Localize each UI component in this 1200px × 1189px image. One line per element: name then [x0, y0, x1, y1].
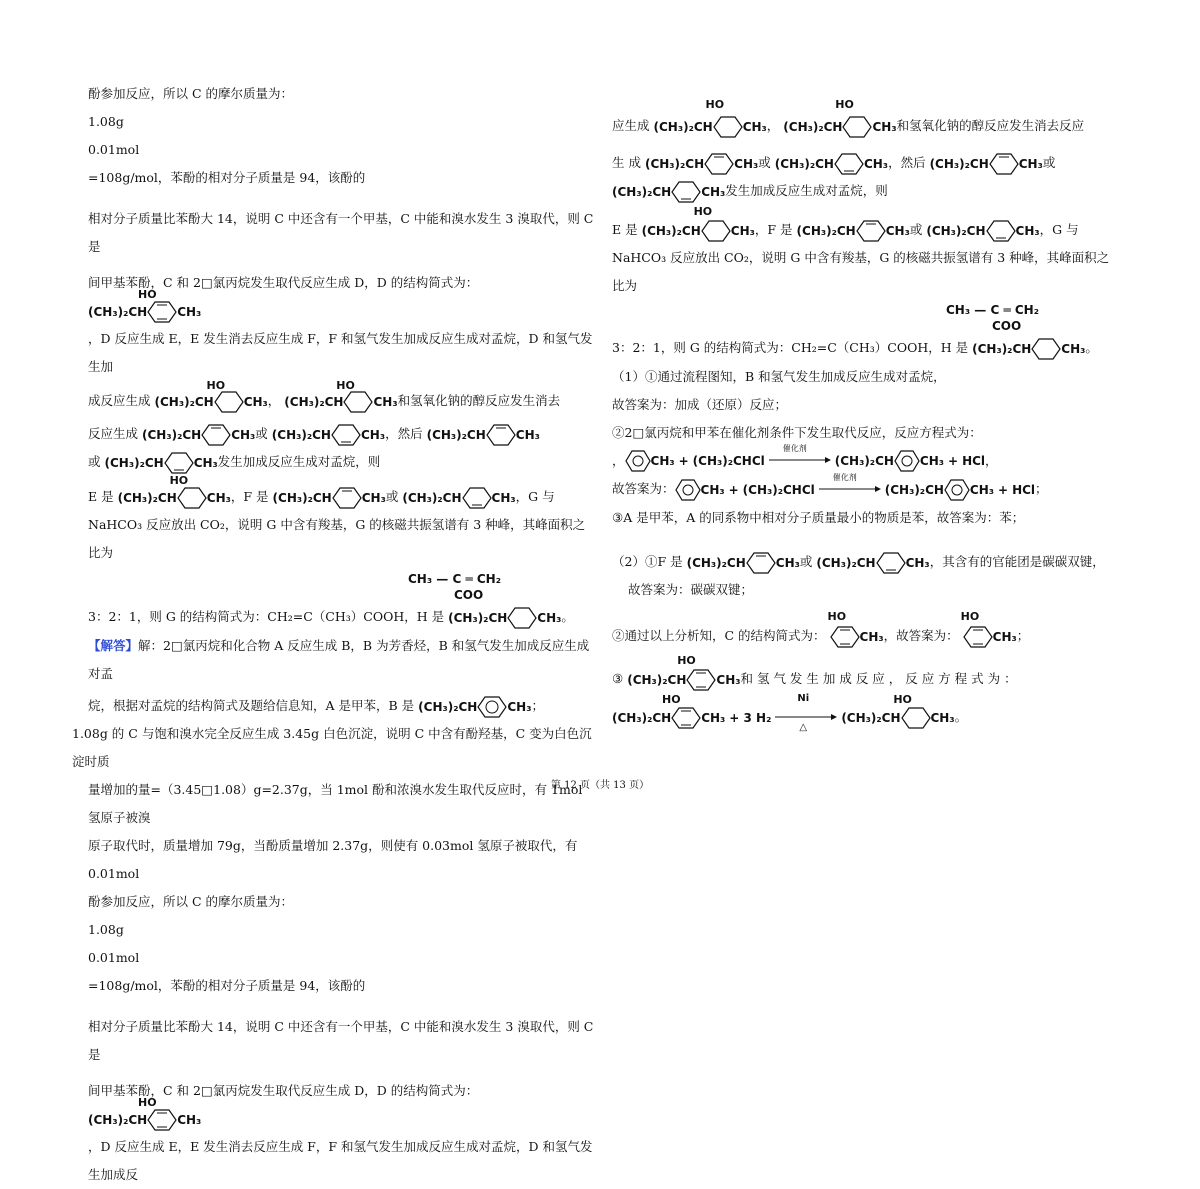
structure-alkene	[105, 449, 218, 477]
structure-c	[960, 609, 1017, 651]
formula-label: (CH₃)₂CH	[884, 482, 944, 497]
paragraph	[612, 654, 1112, 694]
formula-label: CH₃	[243, 395, 268, 409]
formula-label: (CH₃)₂CH	[816, 555, 876, 570]
formula-label: CH₃	[905, 555, 930, 570]
formula-label: CH₃	[863, 156, 889, 171]
structure-f	[816, 548, 929, 576]
paragraph: ，D 反应生成 E，E 发生消去反应生成 F，F 和氢气发生加成反应生成对孟烷，D 和氢气发生加成反	[88, 1139, 593, 1182]
formula-label: (CH₃)₂CH	[272, 490, 332, 505]
formula-label: CH₃	[650, 454, 675, 468]
formula-label: COO	[454, 588, 484, 602]
paragraph	[88, 888, 594, 916]
structure-h-ring	[972, 335, 1085, 363]
formula-label: (CH₃)₂CH	[154, 395, 214, 409]
paragraph: 故答案为：加成（还原）反应；	[612, 396, 788, 412]
structure-f	[687, 548, 800, 576]
formula-label: CH₃	[701, 711, 726, 725]
formula-label: CH₃	[700, 482, 725, 497]
text: =108g/mol，苯酚的相对分子质量是 94，该酚的	[88, 978, 366, 993]
paragraph	[88, 448, 594, 477]
answer-tag: 【解答】	[88, 637, 139, 653]
reaction-equation: 故答案为： CH₃ + (CH₃)₂CHCl 催化剂 (CH₃)₂CH CH₃ + HCl；	[612, 475, 1112, 504]
formula-label: (CH₃)₂CH	[774, 156, 834, 171]
structure-h	[946, 302, 1039, 334]
structure-alcohol	[154, 378, 268, 416]
text: E 是	[88, 488, 114, 504]
formula-label: (CH₃)₂CH	[88, 304, 148, 319]
text: 和氢氧化钠的醇反应发生消去反应	[896, 118, 1085, 133]
plus-sign: +	[998, 482, 1009, 497]
ho-label: HO	[169, 474, 189, 487]
formula-label: (CH₃)₂CH	[627, 672, 687, 687]
formula-label: CH₃	[859, 630, 884, 644]
paragraph: 相对分子质量比苯酚大 14，说明 C 中还含有一个甲基，C 中能和溴水发生 3 溴取代，则 C 是	[88, 210, 594, 254]
formula-label: CH₃	[206, 490, 231, 505]
structure-d	[88, 1096, 202, 1133]
cyclohexene-ring-icon	[986, 219, 1016, 243]
benzene-ring-icon	[675, 479, 701, 501]
right-column	[612, 97, 1112, 733]
paragraph: NaHCO₃ 反应放出 CO₂，说明 G 中含有羧基，G 的核磁共振氢谱有 3 种峰，其峰面积之比为	[612, 250, 1110, 293]
paragraph	[88, 632, 594, 688]
formula-label: CH₃	[507, 699, 532, 714]
cyclohexene-ring-icon	[462, 486, 492, 510]
formula-label: CH₃	[775, 555, 800, 570]
cyclohexene-ring-icon	[876, 551, 906, 575]
text: 故答案为：	[612, 481, 675, 496]
text: 酚参加反应，所以 C 的摩尔质量为：	[88, 894, 294, 909]
fraction-denominator: 0.01mol	[88, 950, 140, 965]
benzene-ring-icon	[894, 450, 920, 472]
paragraph: 相对分子质量比苯酚大 14，说明 C 中还含有一个甲基，C 中能和溴水发生 3 溴取代，则 C 是	[88, 1018, 594, 1062]
structure-h-ring	[448, 604, 561, 632]
formula-label: CH₃	[1061, 342, 1086, 356]
paragraph	[612, 149, 1112, 178]
formula-label: CH₃	[730, 223, 755, 238]
paragraph: NaHCO₃ 反应放出 CO₂，说明 G 中含有羧基，G 的核磁共振氢谱有 3 种峰，其峰面积之比为	[88, 517, 586, 560]
reaction-arrow	[819, 472, 881, 504]
paragraph: 成反应生成 HO (CH₃)₂CH CH₃， HO (CH₃)₂CH CH₃和氢氧化钠的醇反应发生消去	[88, 387, 594, 416]
text: ，然后	[385, 425, 423, 441]
paragraph: ③A 是甲苯，A 的同系物中相对分子质量最小的物质是苯，故答案为：苯；	[612, 509, 1025, 525]
cyclohexene-ring-icon	[332, 486, 362, 510]
paragraph	[612, 177, 1112, 206]
cyclohexane-ring-icon	[507, 606, 537, 630]
formula-label: CH₃	[716, 672, 741, 687]
fraction-numerator: 1.08g	[88, 922, 124, 937]
text: ②通过以上分析知，C 的结构简式为：	[612, 628, 826, 643]
formula-label: CH₃	[537, 611, 562, 625]
cyclohexene-ring-icon	[856, 219, 886, 243]
text: 3：2：1，则 G 的结构简式为：CH₂=C（CH₃）COOH，H 是	[612, 340, 969, 355]
ho-label: HO	[835, 97, 854, 111]
structure-alcohol	[841, 692, 955, 732]
formula-label: + 3 H₂	[729, 710, 772, 725]
text: ，其含有的官能团是碳碳双键，	[929, 553, 1105, 569]
structure-d	[627, 654, 741, 693]
formula-label: (CH₃)₂CH	[104, 456, 164, 470]
structure-f	[402, 483, 515, 511]
ho-label: HO	[138, 1096, 157, 1109]
text: 3：2：1，则 G 的结构简式为：CH₂=C（CH₃）COOH，H 是	[88, 609, 445, 624]
formula-label: (CH₃)₂CH	[142, 427, 202, 442]
structure-alkene	[427, 420, 540, 448]
reaction-arrow	[775, 692, 837, 733]
page-footer: 第 12 页（共 13 页）	[550, 780, 650, 791]
benzene-ring-icon	[477, 695, 507, 719]
structure-alkene	[142, 420, 255, 448]
formula-label: (CH₃)₂CH	[448, 611, 508, 625]
cyclohexene-ring-icon	[704, 152, 734, 176]
paragraph: 3：2：1，则 G 的结构简式为：CH₂=C（CH₃）COOH，H 是 (CH₃)₂CH CH₃。	[88, 603, 594, 632]
formula-label: (CH₃)₂CH	[612, 711, 672, 725]
formula-label: (CH₃)₂CH	[271, 427, 331, 442]
formula-label: (CH₃)₂CH	[972, 342, 1032, 356]
text: 成反应生成	[88, 393, 151, 408]
paragraph: 烷，根据对孟烷的结构简式及题给信息知，A 是甲苯，B 是 (CH₃)₂CH CH₃；	[88, 692, 594, 721]
catalyst-label: Ni	[797, 692, 810, 704]
cyclohexene-ring-icon	[746, 551, 776, 575]
benzene-ring-icon	[944, 479, 970, 501]
text: ③	[612, 670, 624, 686]
formula-label: (CH₃)₂CH	[426, 427, 486, 442]
ho-label: HO	[827, 609, 847, 623]
ho-label: HO	[677, 654, 696, 667]
ho-label: HO	[893, 692, 912, 706]
reaction-equation: ， CH₃ + (CH₃)₂CHCl 催化剂 (CH₃)₂CH CH₃ + HCl，	[612, 447, 1112, 476]
cyclohexane-ring-icon	[1031, 337, 1061, 361]
formula-label: CH₃ — C ═ CH₂	[946, 303, 1039, 317]
text: ，F 是	[754, 221, 793, 237]
ho-label: HO	[693, 205, 713, 218]
text: 解：2□氯丙烷和化合物 A 反应生成 B，B 为芳香烃，B 和氢气发生加成反应生成对孟	[88, 637, 590, 681]
formula-label: CH₃	[177, 1112, 202, 1127]
text: 或	[909, 221, 923, 237]
formula-label: CH₃	[1015, 223, 1040, 238]
text: 生 成	[612, 154, 641, 170]
formula-label: (CH₃)₂CH	[834, 454, 894, 468]
structure-alkene	[930, 149, 1043, 177]
formula-label: CH₃	[491, 490, 516, 505]
structure-e	[117, 474, 231, 511]
paragraph	[88, 1077, 594, 1134]
text: 间甲基苯酚，C 和 2□氯丙烷发生取代反应生成 D，D 的结构简式为：	[88, 274, 479, 290]
text: 和氢氧化钠的醇反应发生消去	[397, 393, 561, 408]
cyclohexene-ring-icon	[989, 152, 1019, 176]
formula-label: (CH₃)₂CH	[644, 156, 705, 171]
formula-label: (CH₃)₂CH	[653, 120, 713, 134]
text: （2）①F 是	[612, 553, 683, 569]
formula-label: CH₃	[231, 427, 256, 442]
text: ，然后	[888, 154, 926, 170]
ho-label: HO	[138, 288, 157, 301]
structure-alcohol	[783, 97, 897, 141]
paragraph: 量增加的量=（3.45□1.08）g=2.37g，当 1mol 酚和浓溴水发生取代反应时，有 1mol 氢原子被溴	[88, 782, 583, 825]
reaction-equation: HO (CH₃)₂CH CH₃ + 3 H₂ Ni △ HO (CH₃)₂CH CH₃。	[612, 703, 1112, 732]
formula-label: (CH₃)₂CH	[686, 555, 746, 570]
structure-c	[827, 609, 884, 651]
formula-label: CH₃ — C ═ CH₂	[408, 572, 501, 586]
formula-label: CH₃	[177, 304, 202, 319]
formula-label: (CH₃)₂CH	[641, 223, 701, 238]
ho-label: HO	[336, 378, 355, 392]
paragraph	[88, 269, 594, 326]
formula-label: (CH₃)₂CHCl	[692, 454, 765, 468]
formula-label: CH₃	[872, 120, 897, 134]
paragraph	[612, 205, 1112, 245]
formula-label: (CH₃)₂CH	[841, 711, 901, 725]
text: 发生加成反应生成对孟烷，则	[725, 183, 888, 198]
formula-label: CH₃	[930, 711, 955, 725]
formula-label: HCl	[1012, 482, 1036, 497]
plus-sign: +	[948, 454, 959, 468]
formula-label: CH₃	[969, 482, 995, 497]
formula-label: (CH₃)₂CH	[796, 223, 856, 238]
text: 或	[385, 488, 399, 504]
text: 间甲基苯酚，C 和 2□氯丙烷发生取代反应生成 D，D 的结构简式为：	[88, 1082, 479, 1098]
text: ，G 与	[1039, 221, 1079, 237]
ho-label: HO	[960, 609, 980, 623]
text: 或	[88, 454, 101, 469]
reaction-arrow	[769, 444, 831, 475]
paragraph: 1.08g 的 C 与饱和溴水完全反应生成 3.45g 白色沉淀，说明 C 中含有酚羟基，C 变为白色沉淀时质	[72, 726, 592, 769]
text: E 是	[612, 221, 638, 237]
text: 发生加成反应生成对孟烷，则	[217, 454, 381, 469]
formula-label: CH₃	[919, 454, 945, 468]
cyclohexene-ring-icon	[834, 152, 864, 176]
text: 反应生成	[88, 425, 139, 441]
structure-alcohol	[653, 97, 767, 141]
paragraph: （1）①通过流程图知，B 和氢气发生加成反应生成对孟烷，	[612, 368, 946, 384]
formula-label: COO	[992, 319, 1022, 333]
structure-f	[926, 216, 1039, 244]
formula-label: HCl	[962, 454, 986, 468]
paragraph: 应生成 HO (CH₃)₂CH CH₃， HO (CH₃)₂CH CH₃和氢氧化钠的醇反应发生消去反应	[612, 112, 1112, 141]
benzene-ring-icon	[625, 450, 651, 472]
fraction-numerator: 1.08g	[88, 114, 124, 129]
catalyst-label: 催化剂	[782, 444, 807, 453]
structure-alkene	[775, 149, 888, 177]
text: 或	[255, 425, 268, 441]
formula-label: (CH₃)₂CH	[929, 156, 989, 171]
text: ，F 是	[230, 488, 269, 504]
text: 烷，根据对孟烷的结构简式及题给信息知，A 是甲苯，B 是	[88, 697, 415, 713]
formula-label: CH₃	[734, 156, 759, 171]
text: 或	[799, 553, 813, 569]
plus-sign: +	[678, 454, 689, 468]
structure-alcohol	[284, 378, 398, 416]
structure-f	[273, 483, 386, 511]
ho-label: HO	[662, 692, 681, 706]
structure-h	[408, 571, 501, 603]
structure-f	[797, 216, 910, 244]
formula-label: CH₃	[515, 427, 540, 442]
heat-label: △	[799, 721, 808, 733]
formula-label: (CH₃)₂CH	[926, 223, 986, 238]
cyclohexene-ring-icon	[331, 423, 361, 447]
formula-label: (CH₃)₂CH	[612, 185, 672, 199]
cyclohexane-ring-icon	[713, 115, 743, 139]
structure-d	[88, 288, 202, 325]
formula-label: (CH₃)₂CH	[402, 490, 462, 505]
text: ，故答案为：	[883, 628, 959, 643]
cyclohexane-ring-icon	[842, 115, 872, 139]
formula-label: CH₃	[885, 223, 910, 238]
formula-label: CH₃	[992, 630, 1017, 644]
structure-alkene	[645, 149, 758, 177]
left-column	[72, 80, 594, 1189]
cyclohexene-ring-icon	[486, 423, 516, 447]
formula-label: (CH₃)₂CH	[117, 490, 177, 505]
fraction-denominator: 0.01mol	[88, 142, 140, 157]
formula-label: (CH₃)₂CH	[783, 120, 843, 134]
text: =108g/mol，苯酚的相对分子质量是 94，该酚的	[88, 170, 366, 185]
structure-alkene	[272, 420, 385, 448]
paragraph: 3：2：1，则 G 的结构简式为：CH₂=C（CH₃）COOH，H 是 (CH₃)₂CH CH₃。	[612, 334, 1112, 363]
formula-label: (CH₃)₂CH	[284, 395, 344, 409]
formula-label: CH₃	[361, 490, 386, 505]
paragraph: 原子取代时，质量增加 79g，当酚质量增加 2.37g，则使有 0.03mol 氢原子被取代，有 0.01mol	[88, 838, 578, 881]
text: 和 氢 气 发 生 加 成 反 应 ， 反 应 方 程 式 为 ：	[740, 670, 1017, 686]
formula-label: CH₃	[360, 427, 386, 442]
formula-label: (CH₃)₂CHCl	[742, 482, 815, 497]
ho-label: HO	[206, 378, 226, 392]
text: 酚参加反应，所以 C 的摩尔质量为：	[88, 86, 294, 101]
paragraph: ，D 反应生成 E，E 发生消去反应生成 F，F 和氢气发生加成反应生成对孟烷，D 和氢气发生加	[88, 331, 593, 374]
formula-label: CH₃	[701, 185, 726, 199]
paragraph: ②通过以上分析知，C 的结构简式为： HO CH₃，故答案为： HO CH₃；	[612, 622, 1112, 651]
text: ，G 与	[515, 488, 555, 504]
text: 应生成	[612, 118, 650, 133]
text: 或	[1042, 154, 1056, 170]
ho-label: HO	[705, 97, 725, 111]
formula-label: CH₃	[373, 395, 398, 409]
plus-sign: +	[728, 482, 739, 497]
formula-label: CH₃	[1018, 156, 1043, 171]
formula-label: CH₃	[193, 456, 218, 470]
paragraph	[612, 548, 1112, 577]
formula-label: CH₃	[742, 120, 767, 134]
paragraph	[88, 474, 594, 512]
formula-label: (CH₃)₂CH	[88, 1112, 148, 1127]
paragraph: ②2□氯丙烷和甲苯在催化剂条件下发生取代反应，反应方程式为：	[612, 424, 982, 440]
structure-d	[612, 692, 726, 732]
text: 或	[758, 154, 771, 170]
paragraph	[88, 420, 594, 449]
structure-b	[418, 692, 531, 720]
structure-e	[641, 205, 755, 244]
formula-label: (CH₃)₂CH	[418, 699, 478, 714]
paragraph: 故答案为：碳碳双键；	[628, 582, 754, 597]
cyclohexene-ring-icon	[201, 423, 231, 447]
catalyst-label: 催化剂	[832, 472, 857, 482]
paragraph	[88, 80, 594, 108]
